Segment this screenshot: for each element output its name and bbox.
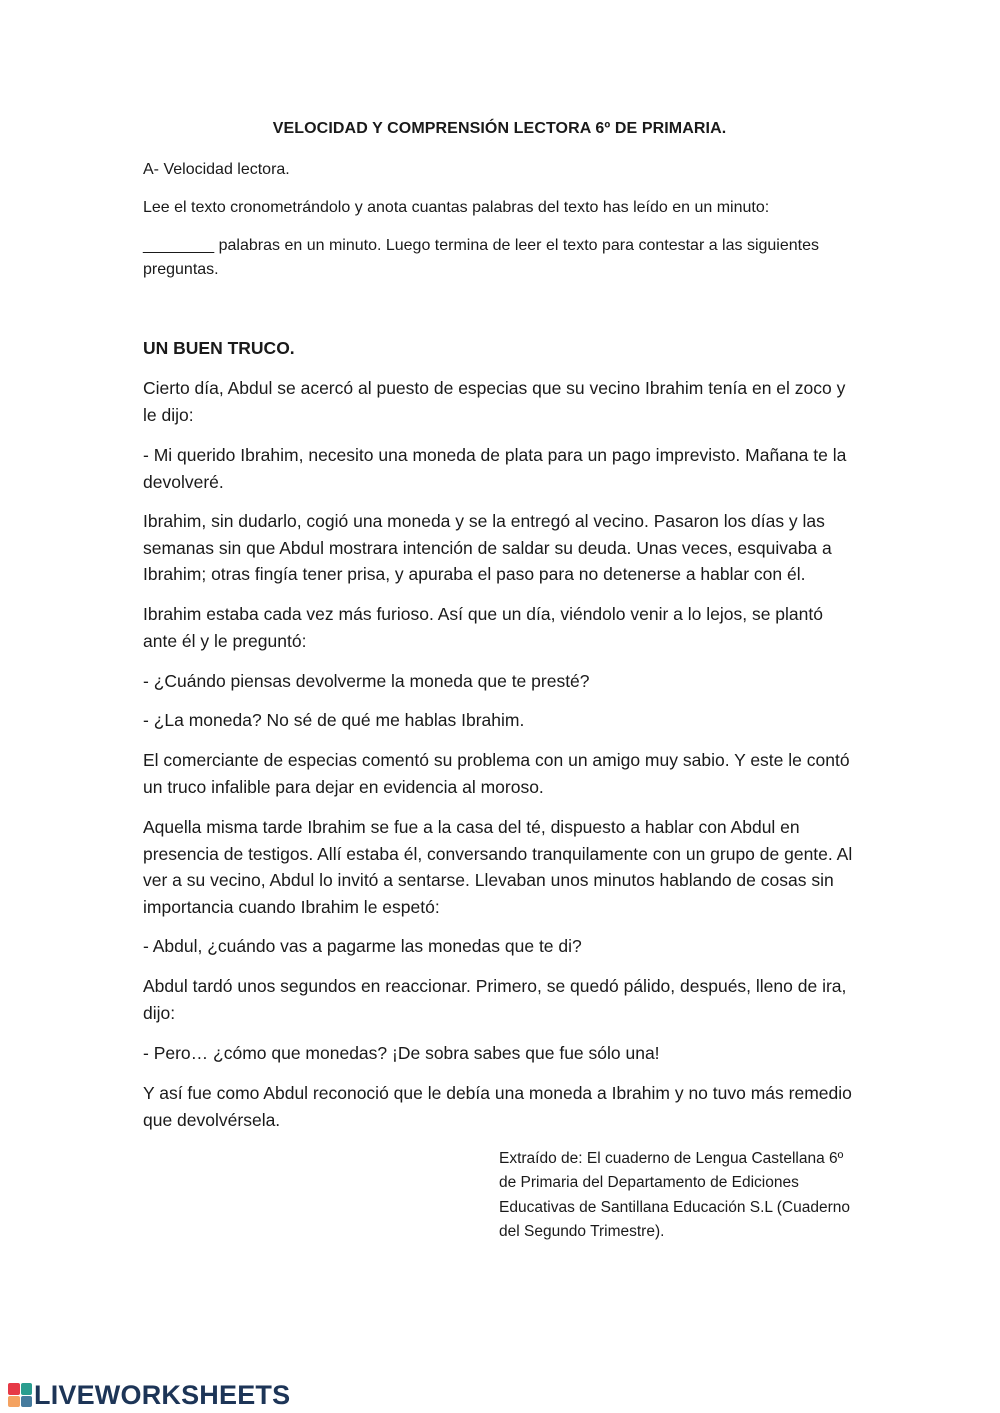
instruction-text: Lee el texto cronometrándolo y anota cuantas palabras del texto has leído en un minuto: xyxy=(143,199,770,216)
story-paragraph-8: Aquella misma tarde Ibrahim se fue a la casa del té, dispuesto a hablar con Abdul en presencia de testigos. Allí estaba él, conversando tranquilamente con un grupo de gente. Al ver a su vecino, Abdul lo invitó a sentarse. Llevaban unos minutos hablando de cosas sin importancia cuando Ibrahim le espetó: xyxy=(143,817,853,917)
story-paragraph-10: Abdul tardó unos segundos en reaccionar. Primero, se quedó pálido, después, lleno de ira, dijo: xyxy=(143,976,847,1023)
source-credit: Extraído de: El cuaderno de Lengua Castellana 6º de Primaria del Departamento de Ediciones Educativas de Santillana Educación S.L (Cuaderno del Segundo Trimestre). xyxy=(499,1150,850,1240)
words-per-minute-line xyxy=(143,234,858,282)
story-title: UN BUEN TRUCO. xyxy=(143,338,295,358)
story-paragraph-1: Cierto día, Abdul se acercó al puesto de especias que su vecino Ibrahim tenía en el zoco y le dijo: xyxy=(143,378,846,425)
logo-text: LIVEWORKSHEETS xyxy=(34,1379,291,1410)
story-paragraph-7: El comerciante de especias comentó su problema con un amigo muy sabio. Y este le contó un truco infalible para dejar en evidencia al moroso. xyxy=(143,750,850,797)
story-paragraph-3: Ibrahim, sin dudarlo, cogió una moneda y se la entregó al vecino. Pasaron los días y las semanas sin que Abdul mostrara intención de saldar su deuda. Unas veces, esquivaba a Ibrahim; otras fingía tener prisa, y apuraba el paso para no detenerse a hablar con él. xyxy=(143,511,832,584)
story-paragraph-5: - ¿Cuándo piensas devolverme la moneda que te presté? xyxy=(143,671,590,691)
liveworksheets-logo-icon xyxy=(8,1383,32,1407)
logo-block-orange xyxy=(8,1396,20,1408)
logo-block-blue xyxy=(21,1396,33,1408)
story-paragraph-11: - Pero… ¿cómo que monedas? ¡De sobra sabes que fue sólo una! xyxy=(143,1043,660,1063)
logo-block-red xyxy=(8,1383,20,1395)
blank-line-2: preguntas. xyxy=(143,261,219,278)
story-paragraph-12: Y así fue como Abdul reconoció que le debía una moneda a Ibrahim y no tuvo más remedio que devolvérsela. xyxy=(143,1083,852,1130)
section-a-heading: A- Velocidad lectora. xyxy=(143,161,290,178)
logo-block-green xyxy=(21,1383,33,1395)
story-paragraph-4: Ibrahim estaba cada vez más furioso. Así que un día, viéndolo venir a lo lejos, se plantó ante él y le preguntó: xyxy=(143,604,823,651)
story-paragraph-9: - Abdul, ¿cuándo vas a pagarme las monedas que te di? xyxy=(143,936,582,956)
story-paragraph-6: - ¿La moneda? No sé de qué me hablas Ibrahim. xyxy=(143,710,525,730)
blank-line-1: ________ palabras en un minuto. Luego termina de leer el texto para contestar a las siguientes xyxy=(143,237,819,254)
liveworksheets-logo[interactable] xyxy=(8,1380,290,1410)
page-title: VELOCIDAD Y COMPRENSIÓN LECTORA 6º DE PRIMARIA. xyxy=(272,120,727,137)
story-paragraph-2: - Mi querido Ibrahim, necesito una moneda de plata para un pago imprevisto. Mañana te la devolveré. xyxy=(143,445,847,492)
